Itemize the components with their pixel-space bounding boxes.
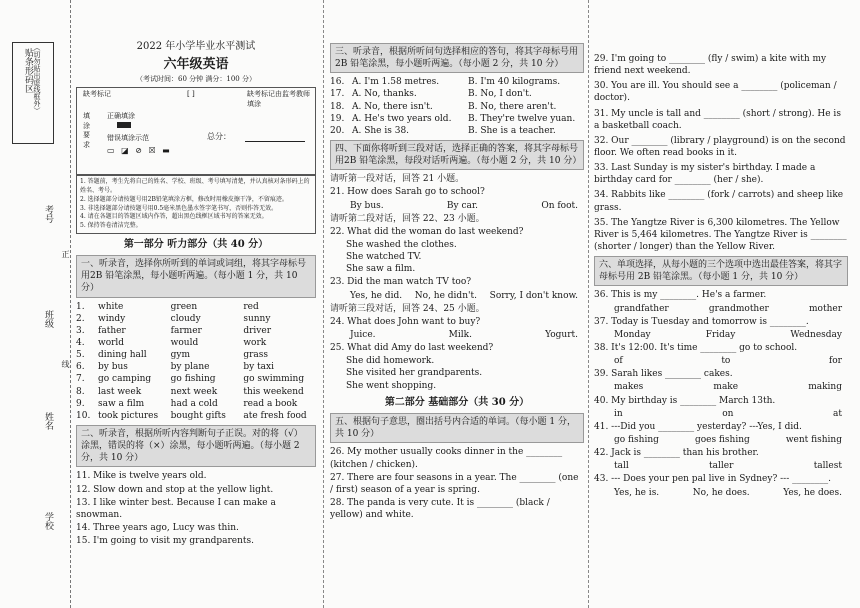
option-choice[interactable]: bought gifts	[170, 410, 226, 421]
fill-box	[76, 87, 316, 175]
response-row	[330, 113, 584, 125]
choice-options	[594, 329, 848, 341]
choice-options	[594, 355, 848, 367]
option-choice[interactable]: by plane	[170, 362, 210, 373]
option-choice[interactable]: world	[98, 337, 125, 348]
choice-options	[594, 408, 848, 420]
option-choice[interactable]: saw a film	[98, 398, 145, 409]
option-choice[interactable]: sunny	[243, 313, 271, 324]
question-25: 25. What did Amy do last weekend?	[330, 343, 494, 354]
judge-item[interactable]: 12. Slow down and stop at the yellow light.	[76, 484, 274, 495]
option-choice[interactable]: dining hall	[98, 350, 147, 361]
option-choice[interactable]: A. He's two years old.	[352, 113, 452, 124]
judge-item[interactable]: 11. Mike is twelve years old.	[76, 471, 207, 482]
fill-rules-label: 填涂要求	[83, 112, 90, 149]
question-number: 1.	[76, 301, 85, 312]
instruction-5: 5. 保持答卷清洁完整。	[80, 221, 142, 229]
option-row	[76, 301, 316, 313]
question-number: 19.	[330, 113, 345, 124]
option-choice[interactable]: tall	[614, 461, 629, 472]
option-row	[76, 386, 316, 398]
name-label: 姓名	[43, 412, 53, 430]
option-choice[interactable]: to	[721, 356, 731, 367]
choice-options	[594, 303, 848, 315]
barcode-note: （切勿贴出虚线框外）	[33, 44, 41, 114]
option-choice[interactable]: last week	[98, 386, 142, 397]
exam-info: （考试时间：60 分钟 满分：100 分）	[136, 75, 256, 84]
option-choice[interactable]: B. She is a teacher.	[468, 125, 556, 136]
section-2-items	[76, 470, 316, 547]
question-number: 7.	[76, 374, 85, 385]
option-choice[interactable]: ate fresh food	[243, 410, 307, 421]
instruction-1: 1. 答题前，考生先将自己的姓名、学校、班级、考号填写清楚，并认真核对条形码上的姓名、考号。	[80, 178, 310, 195]
question-24: 24. What does John want to buy?	[330, 316, 481, 327]
answers-25	[330, 355, 584, 391]
option-choice[interactable]: of	[614, 356, 623, 367]
option-choice[interactable]: She watched TV.	[346, 252, 422, 263]
school-label: 学校	[43, 512, 53, 530]
dialogue-3-note: 请听第三段对话，回答 24、25 小题。	[330, 303, 485, 314]
response-row	[330, 88, 584, 100]
option-row	[76, 337, 316, 349]
correct-fill-label: 正确填涂	[107, 112, 135, 121]
option-choice[interactable]: farmer	[170, 325, 202, 336]
option-row	[76, 361, 316, 373]
choice-question: 38. It's 12:00. It's time ________ go to school.	[594, 342, 798, 353]
option-choice[interactable]: B. No, there aren't.	[468, 101, 557, 112]
option-choice[interactable]: B. They're twelve yuan.	[468, 113, 576, 124]
option-choice[interactable]: She washed the clothes.	[346, 239, 457, 250]
barcode-label: 贴条形码区	[23, 48, 33, 93]
response-row	[330, 125, 584, 137]
option-choice[interactable]: By car.	[446, 200, 479, 211]
choice-question: 43. --- Does your pen pal live in Sydney? --- ________.	[594, 474, 831, 485]
question-number: 6.	[76, 362, 85, 373]
option-choice[interactable]: took pictures	[98, 410, 159, 421]
judge-item[interactable]: 15. I'm going to visit my grandparents.	[76, 536, 255, 547]
option-choice[interactable]: A. I'm 1.58 metres.	[352, 77, 440, 88]
dialogue-2-note: 请听第二段对话，回答 22、23 小题。	[330, 213, 485, 224]
option-row	[76, 373, 316, 385]
option-choice[interactable]: for	[828, 356, 842, 367]
option-choice[interactable]: Friday	[705, 329, 736, 340]
option-choice[interactable]: taller	[709, 461, 734, 472]
option-choice[interactable]: Monday	[614, 329, 651, 340]
option-choice[interactable]: went fishing	[785, 434, 842, 445]
option-choice[interactable]: next week	[170, 386, 218, 397]
judge-item[interactable]: 13. I like winter best. Because I can make a snowman.	[76, 497, 276, 520]
fill-in-item[interactable]: 34. Rabbits like ________ (fork / carrots) and sheep like grass.	[594, 190, 844, 213]
option-choice[interactable]: go fishing	[170, 374, 216, 385]
option-choice[interactable]: A. No, thanks.	[352, 89, 417, 100]
section-3-options	[330, 76, 584, 137]
choice-question: 37. Today is Tuesday and tomorrow is ________.	[594, 316, 809, 327]
fill-in-item[interactable]: 32. Our ________ (library / playground) is on the second floor. We often read books in it.	[594, 135, 846, 158]
absent-mark[interactable]: [ ]	[187, 90, 195, 99]
option-choice[interactable]: gym	[170, 350, 191, 361]
option-choice[interactable]: go camping	[98, 374, 152, 385]
option-choice[interactable]: grass	[243, 350, 269, 361]
divider-2	[588, 0, 589, 608]
option-choice[interactable]: in	[614, 408, 623, 419]
fill-in-item[interactable]: 29. I'm going to ________ (fly / swim) a kite with my friend next weekend.	[594, 54, 827, 77]
option-row	[76, 325, 316, 337]
exam-subject: 六年级英语	[163, 56, 229, 72]
fill-in-item[interactable]: 35. The Yangtze River is 6,300 kilometres. The Yellow River is 5,464 kilometres. The Yangtze River is ________ (shorter / longer) than the Yellow River.	[594, 217, 847, 252]
option-choice[interactable]: She went shopping.	[346, 380, 437, 391]
option-choice[interactable]: Milk.	[448, 329, 472, 340]
seal-char-1: 正	[61, 250, 70, 258]
question-number: 3.	[76, 325, 85, 336]
class-label: 班级	[43, 310, 53, 328]
option-choice[interactable]: driver	[243, 325, 271, 336]
question-number: 4.	[76, 337, 85, 348]
option-choice[interactable]: at	[833, 408, 842, 419]
section-3-heading: 三、听录音，根据所听问句选择相应的答句，将其字母标号用2B 铅笔涂黑，每小题听两遍。（每小题 2 分，共 10 分）	[330, 43, 584, 73]
option-row	[76, 398, 316, 410]
choice-options	[594, 434, 848, 446]
option-choice[interactable]: read a book	[243, 398, 298, 409]
part-1-title: 第一部分 听力部分（共 40 分）	[123, 238, 269, 250]
option-choice[interactable]: go swimming	[243, 374, 305, 385]
option-choice[interactable]: She did homework.	[346, 356, 435, 367]
question-number: 8.	[76, 386, 85, 397]
choice-question: 39. Sarah likes ________ cakes.	[594, 369, 733, 380]
option-choice[interactable]: had a cold	[170, 398, 218, 409]
option-choice[interactable]: Juice.	[350, 329, 376, 340]
question-21: 21. How does Sarah go to school?	[330, 187, 485, 198]
option-choice[interactable]: A. No, there isn't.	[352, 101, 433, 112]
option-choice[interactable]: red	[243, 301, 259, 312]
column-2	[330, 40, 584, 522]
instruction-4: 4. 请在各题目的答题区域内作答，超出黑色线框区域书写的答案无效。	[80, 213, 268, 221]
column-1	[76, 40, 316, 548]
wrong-fill-label: 错误填涂示范	[107, 134, 149, 143]
question-number: 18.	[330, 101, 345, 112]
option-row	[76, 349, 316, 361]
answers-21	[330, 200, 584, 212]
option-choice[interactable]: work	[243, 337, 267, 348]
choice-options	[594, 381, 848, 393]
instruction-3: 3. 非选择题部分请按题号用0.5毫米黑色墨水签字笔书写，否则作答无效。	[80, 204, 278, 212]
response-row	[330, 76, 584, 88]
option-choice[interactable]: B. No, I don't.	[468, 89, 532, 100]
answers-24	[330, 329, 584, 341]
section-1-heading: 一、听录音，选择你所听到的单词或词组，将其字母标号用2B 铅笔涂黑，每小题听两遍。（每小题 1 分，共 10 分）	[76, 255, 316, 297]
question-number: 20.	[330, 125, 345, 136]
seal-char-2: 线	[61, 360, 70, 368]
total-score-label: 总分：	[207, 132, 231, 142]
choice-options	[594, 487, 848, 499]
option-choice[interactable]: By bus.	[350, 200, 384, 211]
question-number: 2.	[76, 313, 85, 324]
correct-fill-sample	[117, 122, 131, 128]
answers-22	[330, 239, 584, 275]
absent-label: 缺考标记	[83, 90, 111, 99]
option-row	[76, 313, 316, 325]
response-row	[330, 101, 584, 113]
instructions	[76, 175, 316, 233]
option-choice[interactable]: Yes, he is.	[614, 487, 660, 498]
option-choice[interactable]: B. I'm 40 kilograms.	[468, 77, 561, 88]
question-number: 16.	[330, 77, 345, 88]
option-choice[interactable]: Yes, he did.	[350, 290, 403, 301]
question-26: 26. My mother usually cooks dinner in the ________ (kitchen / chicken).	[330, 447, 563, 470]
exam-number-label: 考号	[43, 205, 53, 223]
question-number: 9.	[76, 398, 85, 409]
column-3	[594, 52, 848, 499]
dialogue-1-note: 请听第一段对话，回答 21 小题。	[330, 174, 465, 185]
total-score-line[interactable]	[245, 141, 305, 142]
answers-23	[330, 290, 584, 302]
option-choice[interactable]: On foot.	[541, 200, 578, 211]
question-number: 10.	[76, 410, 91, 421]
question-number: 17.	[330, 89, 345, 100]
question-23: 23. Did the man watch TV too?	[330, 277, 472, 288]
section-1-options	[76, 301, 316, 422]
option-choice[interactable]: making	[808, 382, 842, 393]
option-choice[interactable]: would	[170, 337, 199, 348]
part-2-title: 第二部分 基础部分（共 30 分）	[384, 396, 530, 408]
option-row	[76, 410, 316, 422]
option-choice[interactable]: A. She is 38.	[352, 125, 410, 136]
question-22: 22. What did the woman do last weekend?	[330, 226, 524, 237]
section-5-heading: 五、根据句子意思，圈出括号内合适的单词。（每小题 1 分，共 10 分）	[330, 413, 584, 443]
question-27: 27. There are four seasons in a year. The ________ (one / first) season of a year is spring.	[330, 472, 579, 495]
section-5-items-continued	[594, 53, 848, 253]
option-choice[interactable]: make	[713, 382, 739, 393]
option-choice[interactable]: grandfather	[614, 303, 669, 314]
exam-title: 2022 年小学毕业水平测试	[136, 41, 256, 52]
side-binding-strip	[0, 0, 71, 608]
divider-1	[323, 0, 324, 608]
absent-note: 缺考标记由监考教师填涂	[247, 90, 310, 108]
question-number: 5.	[76, 350, 85, 361]
option-choice[interactable]: tallest	[813, 461, 842, 472]
option-choice[interactable]: windy	[98, 313, 126, 324]
section-6-heading: 六、单项选择，从每小题的三个选项中选出最佳答案，将其字母标号用 2B 铅笔涂黑。（每小题 1 分，共 10 分）	[594, 256, 848, 286]
option-choice[interactable]: father	[98, 325, 126, 336]
section-2-heading: 二、听录音，根据所听内容判断句子正误。对的将（√）涂黑，错误的将（×）涂黑，每小题听两遍。（每小题 2 分，共 10 分）	[76, 425, 316, 467]
choice-question: 36. This is my ________. He's a farmer.	[594, 290, 767, 301]
choice-question: 41. ---Did you ________ yesterday? ---Yes, I did.	[594, 421, 802, 432]
option-choice[interactable]: Sorry, I don't know.	[489, 290, 578, 301]
option-choice[interactable]: grandmother	[708, 303, 769, 314]
option-choice[interactable]: Yogurt.	[545, 329, 578, 340]
question-28: 28. The panda is very cute. It is ________ (black / yellow) and white.	[330, 498, 550, 521]
section-4-heading: 四、下面你将听到三段对话，选择正确的答案，将其字母标号用2B 铅笔涂黑，每段对话听两遍。（每小题 2 分，共 10 分）	[330, 140, 584, 170]
judge-item[interactable]: 14. Three years ago, Lucy was thin.	[76, 522, 239, 533]
option-choice[interactable]: She saw a film.	[346, 264, 416, 275]
wrong-fill-samples: ▭ ◪ ⊘ ☒ ▬	[107, 146, 172, 156]
option-choice[interactable]: No, he didn't.	[414, 290, 477, 301]
option-choice[interactable]: by taxi	[243, 362, 274, 373]
choice-question: 42. Jack is ________ than his brother.	[594, 448, 759, 459]
option-choice[interactable]: white	[98, 301, 124, 312]
option-choice[interactable]: Yes, he does.	[783, 487, 842, 498]
option-choice[interactable]: Wednesday	[790, 329, 842, 340]
option-choice[interactable]: go fishing	[614, 434, 659, 445]
section-6-items	[594, 289, 848, 498]
option-choice[interactable]: No, he does.	[692, 487, 750, 498]
option-choice[interactable]: green	[170, 301, 198, 312]
option-choice[interactable]: mother	[809, 303, 842, 314]
option-choice[interactable]: this weekend	[243, 386, 304, 397]
fill-in-item[interactable]: 33. Last Sunday is my sister's birthday. I made a birthday card for ________ (her / she).	[594, 163, 816, 186]
option-choice[interactable]: She visited her grandparents.	[346, 368, 483, 379]
option-choice[interactable]: goes fishing	[694, 434, 750, 445]
option-choice[interactable]: on	[722, 408, 734, 419]
fill-in-item[interactable]: 31. My uncle is tall and ________ (short / strong). He is a basketball coach.	[594, 108, 841, 131]
fill-in-item[interactable]: 30. You are ill. You should see a ________ (policeman / doctor).	[594, 81, 837, 104]
option-choice[interactable]: by bus	[98, 362, 128, 373]
instruction-2: 2. 选择题部分请按题号用2B铅笔填涂方框，修改时用橡皮擦干净，不留痕迹。	[80, 195, 288, 203]
choice-question: 40. My birthday is ________ March 13th.	[594, 395, 776, 406]
option-choice[interactable]: makes	[614, 382, 644, 393]
choice-options	[594, 460, 848, 472]
option-choice[interactable]: cloudy	[170, 313, 201, 324]
